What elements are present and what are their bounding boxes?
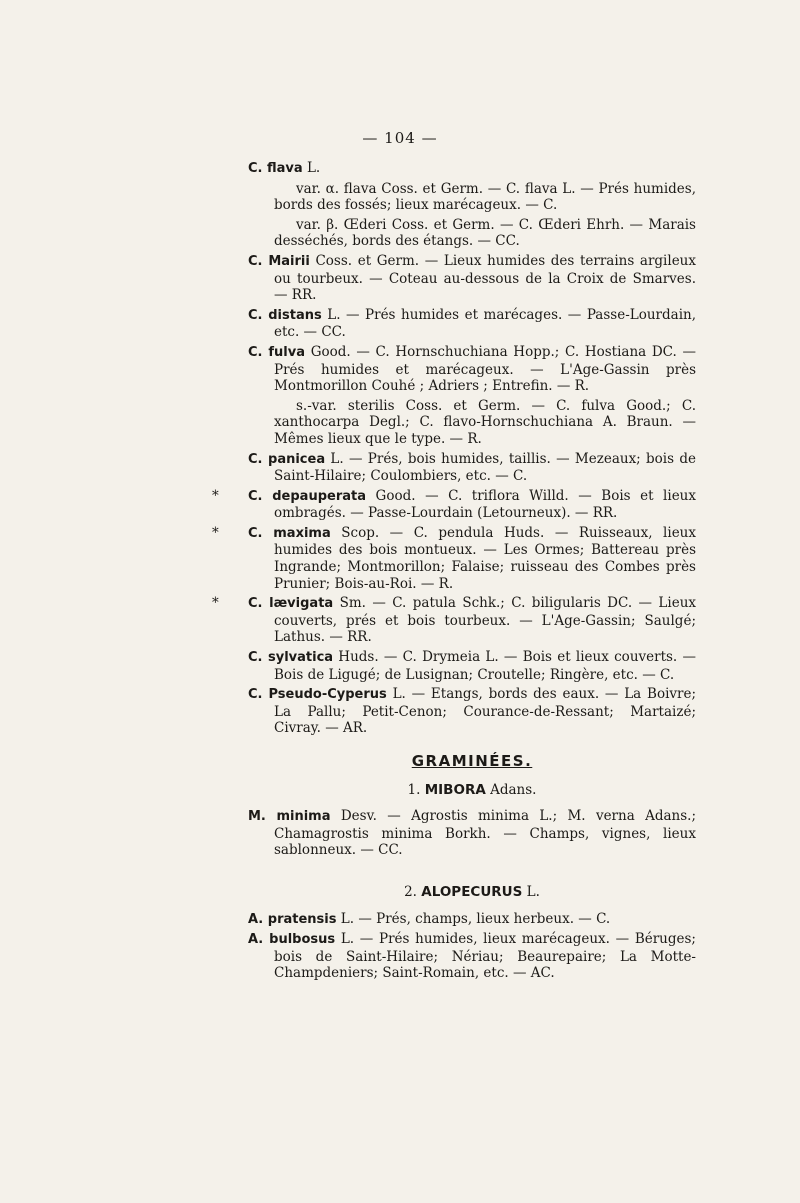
species-description: L. — Prés humides et marécages. — Passe-Lourdain, etc. — CC.: [274, 306, 696, 341]
species-entry: [248, 307, 696, 341]
species-name: C. Mairii: [248, 253, 310, 269]
species-description: Scop. — C. pendula Huds. — Ruisseaux, lieux humides des bois montueux. — Les Ormes; Battereau près Ingrande; Montmorillon; Falaise; ruisseau des Combes près Prunier; Bois-au-Roi. — R.: [274, 524, 696, 592]
species-description: Good. — C. triflora Willd. — Bois et lieux ombragés. — Passe-Lourdain (Letourneux). — RR.: [274, 487, 696, 522]
genus-author: Adans.: [485, 781, 537, 798]
species-name: C. Pseudo-Cyperus: [248, 687, 387, 703]
species-entry: * C. depauperata Good. — C. triflora Willd. — Bois et lieux ombragés. — Passe-Lourdain (Letourneux). — RR.: [212, 487, 696, 522]
species-name: M. minima: [248, 809, 331, 825]
species-description: Desv. — Agrostis minima L.; M. verna Adans.; Chamagrostis minima Borkh. — Champs, vignes, lieux sablonneux. — CC.: [274, 808, 697, 859]
species-description: Coss. et Germ. — Lieux humides des terrains argileux ou tourbeux. — Coteau au-dessous de la Croix de Smarves. — RR.: [274, 252, 696, 304]
species-name: C. lævigata: [248, 596, 334, 612]
species-entry: * C. lævigata Sm. — C. patula Schk.; C. biligularis DC. — Lieux couverts, prés et bois tourbeux. — L'Age-Gassin; Saulgé; Lathus. — RR.: [212, 595, 696, 646]
species-entry: [248, 451, 696, 485]
species-entry: [248, 160, 696, 178]
text-column: [212, 160, 697, 985]
variety-entry: [248, 217, 696, 250]
species-name: C. panicea: [248, 451, 326, 467]
species-entry: [248, 808, 696, 859]
species-entry: [248, 931, 696, 982]
species-description: var. α. flava Coss. et Germ. — C. flava L. — Prés humides, bords des fossés; lieux marécageux. — C.: [274, 180, 696, 214]
species-description: L. — Prés, bois humides, taillis. — Mezeaux; bois de Saint-Hilaire; Coulombiers, etc. — C.: [274, 450, 696, 485]
species-entry: [248, 686, 696, 737]
genus-author: L.: [522, 883, 540, 900]
species-description: Good. — C. Hornschuchiana Hopp.; C. Hostiana DC. — Prés humides et marécageux. — L'Age-Gassin près Montmorillon Couhé ; Adriers ; Entrefin. — R.: [274, 343, 697, 395]
genus-number: 1.: [407, 781, 421, 798]
species-name: A. pratensis: [248, 911, 337, 927]
species-description: L. — Prés, champs, lieux herbeux. — C.: [336, 910, 611, 927]
species-description: L. — Prés humides, lieux marécageux. — Béruges; bois de Saint-Hilaire; Nériau; Beaurepaire; La Motte-Champdeniers; Saint-Romain, etc. — AC.: [274, 931, 696, 982]
genus-heading-mibora: [248, 782, 696, 799]
genus-heading-alopecurus: [248, 884, 696, 901]
page-number: — 104 —: [362, 129, 438, 147]
species-entry: * C. maxima Scop. — C. pendula Huds. — Ruisseaux, lieux humides des bois montueux. — Les Ormes; Battereau près Ingrande; Montmorillon; Falaise; ruisseau des Combes près Prunier; Bois-au-Roi. — R.: [212, 524, 696, 592]
species-entry: [248, 911, 696, 929]
carex-entries: [212, 160, 697, 737]
species-description: L. — Etangs, bords des eaux. — La Boivre; La Pallu; Petit-Cenon; Courance-de-Ressant; Martaizé; Civray. — AR.: [274, 686, 697, 737]
species-name: A. bulbosus: [248, 932, 336, 948]
species-description: Huds. — C. Drymeia L. — Bois et lieux couverts. — Bois de Ligugé; de Lusignan; Croutelle; Ringère, etc. — C.: [274, 649, 696, 683]
species-description: var. β. Œderi Coss. et Germ. — C. Œderi Ehrh. — Marais desséchés, bords des étangs. — CC.: [274, 216, 696, 250]
family-heading: GRAMINÉES.: [411, 752, 533, 770]
species-description: Sm. — C. patula Schk.; C. biligularis DC. — Lieux couverts, prés et bois tourbeux. — L'Age-Gassin; Saulgé; Lathus. — RR.: [274, 595, 696, 646]
species-name: C. maxima: [248, 525, 331, 541]
species-description: L.: [302, 160, 321, 176]
species-entry: [248, 253, 696, 304]
spacer: [248, 862, 696, 876]
species-name: C. flava: [248, 161, 303, 176]
variety-entry: [248, 181, 696, 214]
species-entry: [248, 649, 696, 683]
species-name: C. depauperata: [248, 488, 367, 504]
species-name: C. distans: [248, 307, 322, 323]
species-name: C. fulva: [248, 344, 306, 360]
genus-name: ALOPECURUS: [421, 883, 523, 900]
species-entry: [248, 344, 696, 395]
mibora-entries: [248, 808, 696, 859]
alopecurus-entries: [248, 911, 696, 982]
genus-name: MIBORA: [424, 781, 486, 798]
variety-entry: [248, 398, 696, 448]
species-description: s.-var. sterilis Coss. et Germ. — C. fulva Good.; C. xanthocarpa Degl.; C. flavo-Hornschuchiana A. Braun. — Mêmes lieux que le type. — R.: [274, 397, 696, 447]
species-name: C. sylvatica: [248, 650, 334, 666]
genus-number: 2.: [404, 883, 417, 900]
